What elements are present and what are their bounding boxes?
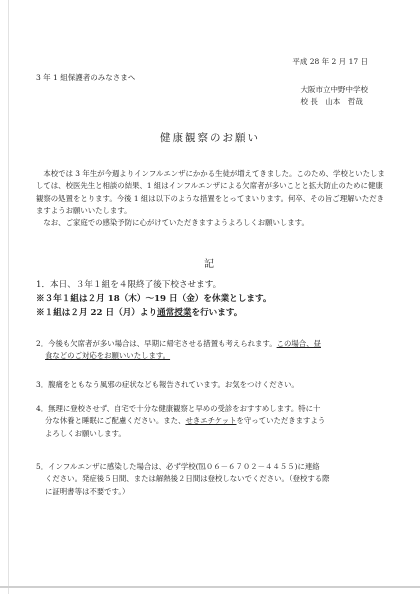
document-title: 健康観察のお願い bbox=[160, 132, 260, 144]
body-text bbox=[36, 168, 386, 229]
notice-item-5 bbox=[36, 461, 386, 498]
body-paragraph: 本校では 3 年生が今週よりインフルエンザにかかる生徒が増えてきました。このため、学校といたしましては、校医先生と相談の結果、1 組はインフルエンザによる欠席者が多いことと拡大防止のために健康観察の処置をとります。今後 1 組は以下のような措置をとってまいります。何卒、その旨ご理解いただきますようお願いいたします。 bbox=[36, 169, 385, 215]
body-paragraph: なお、ご家庭での感染予防に心がけていただきますようよろしくお願いします。 bbox=[43, 218, 309, 228]
item-line: ※３年１組は２月 18（木）～19 日（金）を休業とします。 bbox=[36, 294, 272, 304]
item-line: ※１組は２月 22 日（月）より通常授業を行います。 bbox=[36, 308, 243, 318]
underlined-text: せきエチケット bbox=[185, 416, 237, 426]
scan-edge-line bbox=[8, 0, 9, 594]
underlined-text: この場合、昼 bbox=[276, 339, 321, 348]
notice-heading: 記 bbox=[204, 259, 216, 270]
item-line: よろしくお願いします。 bbox=[45, 428, 126, 438]
item-line: に証明書等は不要です。） bbox=[45, 486, 130, 496]
item-line: 分な休養と睡眠にご配慮ください。また、せきエチケットを守っていただきますよう bbox=[45, 416, 326, 426]
item-line: 2．今後も欠席者が多い場合は、早期に帰宅させる措置も考えられます。この場合、昼 bbox=[36, 339, 321, 348]
item-line: ください。発症後５日間、または解熱後２日間は登校しないでください。（登校する際 bbox=[45, 474, 330, 484]
underlined-text: 通常授業 bbox=[157, 308, 192, 318]
item-line: 食などのご対応をお願いいたします。 bbox=[45, 351, 171, 361]
sender-block bbox=[301, 84, 369, 108]
item-line: 4．無理に登校させず、自宅で十分な健康観察と早めの受診をおすすめします。特に十 bbox=[36, 404, 321, 413]
document-date: 平成 28 年 2 月 17 日 bbox=[292, 57, 368, 66]
item-line: 3．腹痛をともなう風邪の症状なども報告されています。お気をつけください。 bbox=[36, 380, 299, 389]
item-line: 1．本日、３年１組を４限終了後下校させます。 bbox=[36, 280, 222, 290]
school-name: 大阪市立中野中学校 bbox=[300, 85, 368, 94]
addressee: 3 年 1 組保護者のみなさまへ bbox=[36, 73, 136, 82]
notice-item-4 bbox=[36, 403, 386, 440]
notice-item-3 bbox=[36, 379, 386, 391]
scan-bottom-edge bbox=[0, 586, 420, 588]
notice-item-1 bbox=[36, 278, 386, 320]
item-line: 5．インフルエンザに感染した場合は、必ず学校(℡０６－６７０２－４４５５)に連絡 bbox=[36, 462, 320, 471]
principal-name: 校 長 山本 哲哉 bbox=[300, 97, 363, 106]
notice-item-2 bbox=[36, 338, 386, 363]
